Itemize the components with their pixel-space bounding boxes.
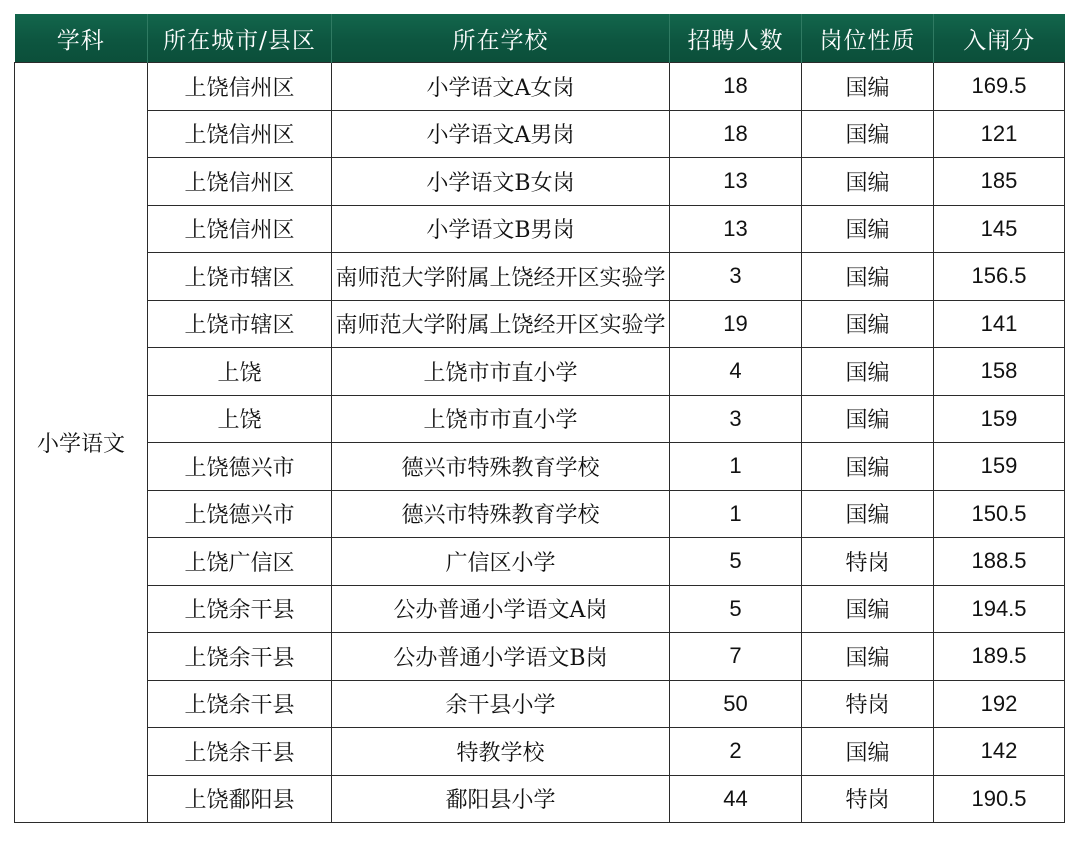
header-school: 所在学校	[332, 14, 670, 63]
recruitment-table	[14, 14, 1065, 823]
table-row	[15, 775, 1065, 823]
table-row	[15, 158, 1065, 206]
cell-position-type: 国编	[802, 395, 934, 443]
cell-position-type: 特岗	[802, 680, 934, 728]
cell-score: 121	[934, 110, 1065, 158]
table-row	[15, 110, 1065, 158]
table-row	[15, 395, 1065, 443]
cell-school: 上饶市市直小学	[332, 395, 670, 443]
cell-position-type: 国编	[802, 158, 934, 206]
header-row	[15, 14, 1065, 63]
cell-score: 159	[934, 443, 1065, 491]
cell-school: 南师范大学附属上饶经开区实验学	[332, 300, 670, 348]
cell-count: 3	[670, 395, 802, 443]
header-count: 招聘人数	[670, 14, 802, 63]
cell-position-type: 国编	[802, 348, 934, 396]
cell-count: 13	[670, 205, 802, 253]
cell-score: 190.5	[934, 775, 1065, 823]
recruitment-table-container	[14, 14, 1064, 823]
table-row	[15, 633, 1065, 681]
cell-score: 150.5	[934, 490, 1065, 538]
cell-count: 7	[670, 633, 802, 681]
header-city: 所在城市/县区	[148, 14, 332, 63]
cell-school: 公办普通小学语文B岗	[332, 633, 670, 681]
cell-score: 141	[934, 300, 1065, 348]
cell-position-type: 国编	[802, 300, 934, 348]
cell-score: 194.5	[934, 585, 1065, 633]
cell-position-type: 国编	[802, 443, 934, 491]
cell-position-type: 特岗	[802, 538, 934, 586]
table-row	[15, 680, 1065, 728]
cell-position-type: 特岗	[802, 775, 934, 823]
cell-position-type: 国编	[802, 633, 934, 681]
cell-score: 156.5	[934, 253, 1065, 301]
table-row	[15, 63, 1065, 111]
cell-position-type: 国编	[802, 63, 934, 111]
cell-count: 1	[670, 490, 802, 538]
cell-position-type: 国编	[802, 585, 934, 633]
table-row	[15, 253, 1065, 301]
cell-city: 上饶信州区	[148, 63, 332, 111]
cell-count: 44	[670, 775, 802, 823]
cell-count: 3	[670, 253, 802, 301]
table-row	[15, 728, 1065, 776]
header-subject: 学科	[15, 14, 148, 63]
cell-school: 小学语文A女岗	[332, 63, 670, 111]
cell-position-type: 国编	[802, 253, 934, 301]
cell-score: 145	[934, 205, 1065, 253]
cell-school: 余干县小学	[332, 680, 670, 728]
cell-city: 上饶德兴市	[148, 443, 332, 491]
cell-city: 上饶德兴市	[148, 490, 332, 538]
cell-position-type: 国编	[802, 110, 934, 158]
cell-count: 18	[670, 110, 802, 158]
table-row	[15, 205, 1065, 253]
cell-score: 142	[934, 728, 1065, 776]
cell-score: 158	[934, 348, 1065, 396]
cell-city: 上饶余干县	[148, 680, 332, 728]
cell-city: 上饶余干县	[148, 585, 332, 633]
header-position-type: 岗位性质	[802, 14, 934, 63]
cell-count: 4	[670, 348, 802, 396]
cell-school: 小学语文A男岗	[332, 110, 670, 158]
table-row	[15, 348, 1065, 396]
cell-city: 上饶广信区	[148, 538, 332, 586]
cell-school: 广信区小学	[332, 538, 670, 586]
cell-count: 1	[670, 443, 802, 491]
cell-count: 18	[670, 63, 802, 111]
cell-count: 5	[670, 538, 802, 586]
cell-count: 2	[670, 728, 802, 776]
cell-score: 189.5	[934, 633, 1065, 681]
cell-school: 小学语文B女岗	[332, 158, 670, 206]
cell-city: 上饶信州区	[148, 205, 332, 253]
cell-city: 上饶鄱阳县	[148, 775, 332, 823]
cell-city: 上饶余干县	[148, 728, 332, 776]
cell-school: 德兴市特殊教育学校	[332, 443, 670, 491]
cell-city: 上饶信州区	[148, 110, 332, 158]
cell-score: 169.5	[934, 63, 1065, 111]
table-row	[15, 300, 1065, 348]
cell-position-type: 国编	[802, 490, 934, 538]
cell-city: 上饶	[148, 348, 332, 396]
cell-city: 上饶	[148, 395, 332, 443]
cell-city: 上饶余干县	[148, 633, 332, 681]
cell-position-type: 国编	[802, 728, 934, 776]
cell-score: 159	[934, 395, 1065, 443]
cell-score: 188.5	[934, 538, 1065, 586]
table-row	[15, 585, 1065, 633]
table-row	[15, 490, 1065, 538]
cell-subject: 小学语文	[15, 63, 148, 823]
header-score: 入闱分	[934, 14, 1065, 63]
cell-city: 上饶市辖区	[148, 300, 332, 348]
cell-count: 13	[670, 158, 802, 206]
cell-city: 上饶信州区	[148, 158, 332, 206]
cell-count: 5	[670, 585, 802, 633]
cell-score: 185	[934, 158, 1065, 206]
table-header	[15, 14, 1065, 63]
cell-count: 19	[670, 300, 802, 348]
cell-school: 特教学校	[332, 728, 670, 776]
cell-school: 小学语文B男岗	[332, 205, 670, 253]
table-row	[15, 443, 1065, 491]
cell-score: 192	[934, 680, 1065, 728]
cell-position-type: 国编	[802, 205, 934, 253]
table-body	[15, 63, 1065, 823]
cell-school: 鄱阳县小学	[332, 775, 670, 823]
cell-school: 德兴市特殊教育学校	[332, 490, 670, 538]
cell-school: 公办普通小学语文A岗	[332, 585, 670, 633]
cell-school: 上饶市市直小学	[332, 348, 670, 396]
table-row	[15, 538, 1065, 586]
cell-city: 上饶市辖区	[148, 253, 332, 301]
cell-school: 南师范大学附属上饶经开区实验学	[332, 253, 670, 301]
cell-count: 50	[670, 680, 802, 728]
